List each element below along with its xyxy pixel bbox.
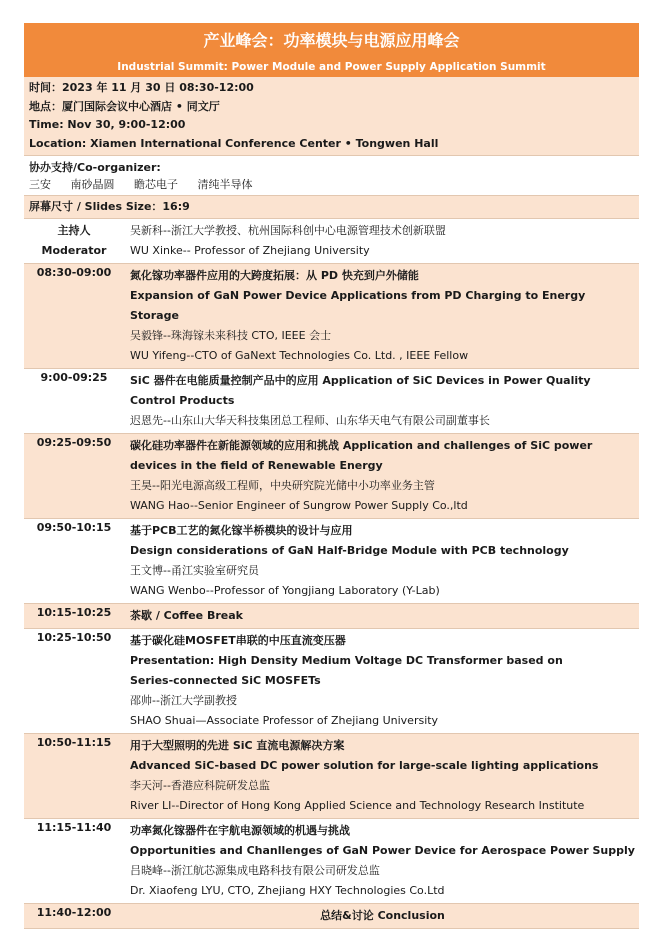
- moderator-line: 吴新科--浙江大学教授、杭州国际科创中心电源管理技术创新联盟: [130, 224, 446, 237]
- session-content: [124, 434, 639, 518]
- coorganizer-name: 三安: [29, 178, 51, 191]
- session-title: Presentation: High Density Medium Voltage DC Transformer based on: [130, 654, 563, 667]
- session-title: 基于碳化硅MOSFET串联的中压直流变压器: [130, 634, 346, 647]
- coorganizer-title: 协办支持/Co-organizer:: [29, 161, 161, 174]
- session-title: 用于大型照明的先进 SiC 直流电源解决方案: [130, 739, 345, 752]
- session-speaker: WU Yifeng--CTO of GaNext Technologies Co. Ltd. , IEEE Fellow: [130, 349, 469, 362]
- session-time: 08:30-09:00: [36, 266, 112, 279]
- session-content: [124, 264, 639, 368]
- location-zh: 地点：厦门国际会议中心酒店 • 同文厅: [29, 99, 220, 113]
- coorganizer-list: [29, 176, 634, 193]
- summit-title-en: Industrial Summit: Power Module and Power Supply Application Summit: [117, 61, 546, 73]
- moderator-content: [124, 219, 639, 263]
- session-row: [24, 629, 639, 734]
- session-speaker: SHAO Shuai—Associate Professor of Zhejiang University: [130, 714, 439, 727]
- closing-label: 总结&讨论 Conclusion: [320, 909, 445, 922]
- session-title: Advanced SiC-based DC power solution for large-scale lighting applications: [130, 759, 599, 772]
- session-list: [24, 264, 639, 904]
- session-time: 10:15-10:25: [36, 606, 112, 619]
- session-row: [24, 434, 639, 519]
- session-speaker: 王文博--甬江实验室研究员: [130, 564, 259, 577]
- session-time: 11:15-11:40: [36, 821, 112, 834]
- session-content: [124, 819, 639, 903]
- session-title: Design considerations of GaN Half-Bridge Module with PCB technology: [130, 544, 569, 557]
- session-content: [124, 629, 639, 733]
- session-title: 茶歇 / Coffee Break: [130, 609, 243, 622]
- time-en: Time: Nov 30, 9:00-12:00: [29, 118, 186, 131]
- session-speaker: WANG Hao--Senior Engineer of Sungrow Power Supply Co.,ltd: [130, 499, 468, 512]
- session-speaker: Dr. Xiaofeng LYU, CTO, Zhejiang HXY Technologies Co.Ltd: [130, 884, 445, 897]
- session-speaker: 李天河--香港应科院研发总监: [130, 779, 270, 792]
- session-title: Expansion of GaN Power Device Applications from PD Charging to Energy Storage: [130, 289, 586, 322]
- coorganizer-name: 清纯半导体: [197, 178, 253, 191]
- closing-time: 11:40-12:00: [36, 906, 112, 919]
- session-content: [124, 369, 639, 433]
- moderator-label-zh: 主持人: [57, 224, 91, 237]
- session-title: 基于PCB工艺的氮化镓半桥模块的设计与应用: [130, 524, 353, 537]
- session-speaker: River LI--Director of Hong Kong Applied Science and Technology Research Institute: [130, 799, 585, 812]
- session-time: 09:25-09:50: [36, 436, 112, 449]
- closing-row: [24, 904, 639, 929]
- session-title: Opportunities and Chanllenges of GaN Power Device for Aerospace Power Supply: [130, 844, 635, 857]
- session-speaker: 王昊--阳光电源高级工程师，中央研究院光储中小功率业务主管: [130, 479, 435, 492]
- session-time: 10:50-11:15: [36, 736, 112, 749]
- time-zh: 时间：2023 年 11 月 30 日 08:30-12:00: [29, 81, 254, 94]
- session-row: [24, 264, 639, 369]
- location-en: Location: Xiamen International Conference Center • Tongwen Hall: [29, 136, 439, 150]
- session-content: [124, 604, 639, 628]
- agenda-sheet: [24, 23, 639, 929]
- session-title: 氮化镓功率器件应用的大跨度拓展：从 PD 快充到户外储能: [130, 269, 419, 282]
- summit-title-zh: 产业峰会：功率模块与电源应用峰会: [203, 31, 460, 50]
- slides-size: 屏幕尺寸 / Slides Size：16:9: [24, 196, 639, 219]
- session-content: [124, 734, 639, 818]
- coorganizer-name: 南砂晶圆: [70, 178, 115, 191]
- coorganizer-name: 瞻芯电子: [134, 178, 178, 191]
- agenda-header: [24, 23, 639, 77]
- session-speaker: 吴毅锋--珠海镓未来科技 CTO, IEEE 会士: [130, 329, 332, 342]
- session-speaker: 吕晓峰--浙江航芯源集成电路科技有限公司研发总监: [130, 864, 380, 877]
- session-title: SiC 器件在电能质量控制产品中的应用 Application of SiC Devices in Power Quality Control Products: [130, 374, 591, 407]
- moderator-row: [24, 219, 639, 264]
- session-time: 09:50-10:15: [36, 521, 112, 534]
- session-speaker: 邵帅--浙江大学副教授: [130, 694, 237, 707]
- moderator-label-en: Moderator: [41, 244, 107, 257]
- session-speaker: WANG Wenbo--Professor of Yongjiang Laboratory (Y-Lab): [130, 584, 440, 597]
- session-title: Series-connected SiC MOSFETs: [130, 674, 321, 687]
- session-title: 碳化硅功率器件在新能源领域的应用和挑战 Application and challenges of SiC power devices in the field of Renewable Energy: [130, 439, 593, 472]
- event-info: [24, 77, 639, 156]
- session-row: [24, 519, 639, 604]
- coorganizer-section: [24, 156, 639, 196]
- session-time: 10:25-10:50: [36, 631, 112, 644]
- session-title: 功率氮化镓器件在宇航电源领域的机遇与挑战: [130, 824, 350, 837]
- session-row: [24, 604, 639, 629]
- session-row: [24, 734, 639, 819]
- session-speaker: 迟恩先--山东山大华天科技集团总工程师、山东华天电气有限公司副董事长: [130, 414, 490, 427]
- moderator-line: WU Xinke-- Professor of Zhejiang University: [130, 244, 370, 257]
- session-content: [124, 519, 639, 603]
- session-time: 9:00-09:25: [40, 371, 108, 384]
- session-row: [24, 369, 639, 434]
- session-row: [24, 819, 639, 904]
- moderator-label: [24, 219, 124, 263]
